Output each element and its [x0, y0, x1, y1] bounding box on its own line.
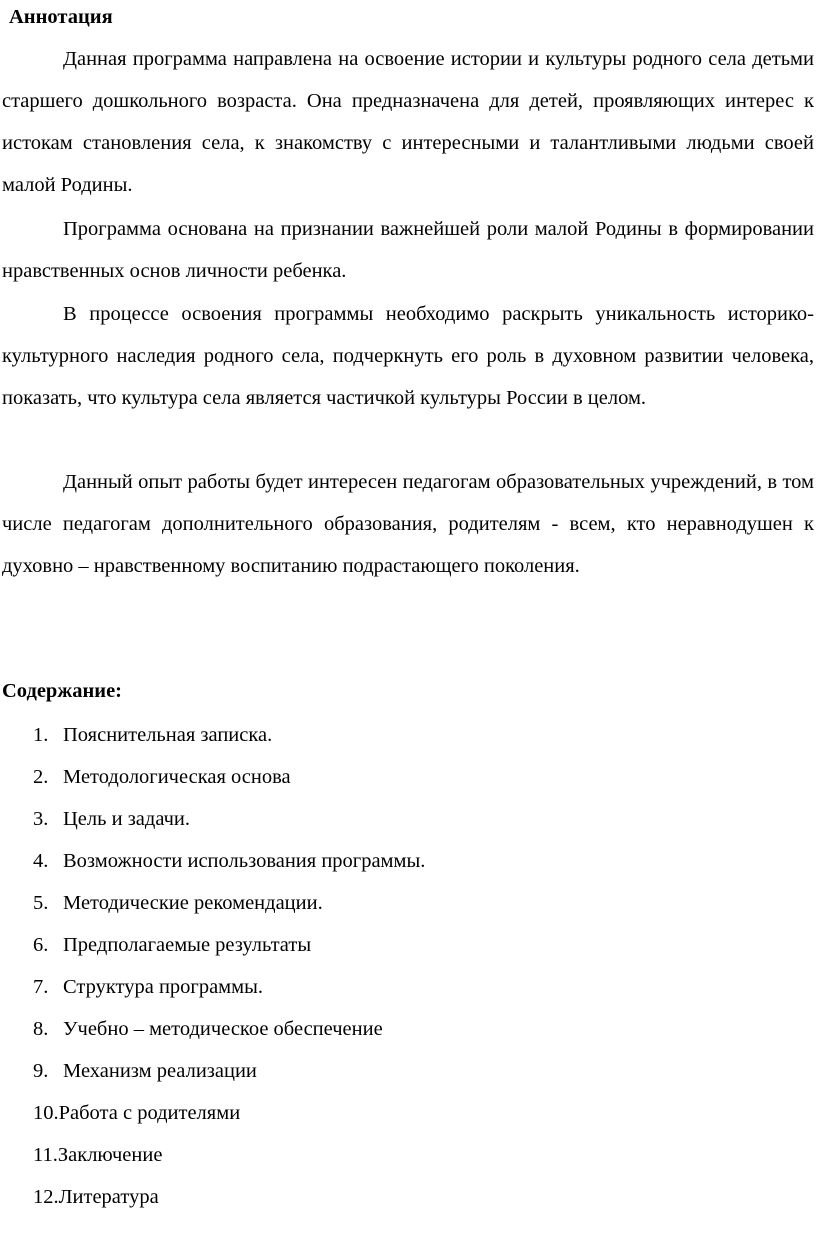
contents-item-text: Заключение — [57, 1144, 163, 1166]
contents-item-4 — [0, 840, 816, 882]
contents-item-text: Методические рекомендации. — [63, 892, 323, 914]
contents-item-2 — [0, 756, 816, 798]
contents-item-text: Пояснительная записка. — [63, 724, 273, 746]
contents-item-number: 2. — [33, 766, 49, 788]
contents-item-number: 11. — [33, 1144, 58, 1166]
contents-item-1 — [0, 714, 816, 756]
contents-item-number: 10. — [33, 1102, 59, 1124]
contents-item-number: 7. — [33, 976, 49, 998]
contents-item-number: 8. — [33, 1018, 49, 1040]
contents-item-8 — [0, 1008, 816, 1050]
contents-item-text: Литература — [58, 1186, 159, 1208]
contents-item-number: 1. — [33, 724, 49, 746]
contents-list — [0, 714, 816, 1218]
contents-item-number: 9. — [33, 1060, 49, 1082]
contents-item-text: Работа с родителями — [58, 1102, 241, 1124]
contents-item-text: Учебно – методическое обеспечение — [63, 1018, 383, 1040]
contents-item-number: 6. — [33, 934, 49, 956]
contents-item-10 — [0, 1092, 816, 1134]
contents-item-text: Механизм реализации — [63, 1060, 257, 1082]
contents-item-text: Структура программы. — [63, 976, 264, 998]
contents-item-text: Цель и задачи. — [63, 808, 191, 830]
contents-item-6 — [0, 924, 816, 966]
contents-title: Содержание: — [2, 680, 122, 702]
contents-item-text: Предполагаемые результаты — [63, 934, 312, 956]
contents-item-12 — [0, 1176, 816, 1218]
contents-item-11 — [0, 1134, 816, 1176]
annotation-paragraph-3: В процессе освоения программы необходимо раскрыть уникальность историко-культурного наследия родного села, подчеркнуть его роль в духовном развитии человека, показать, что культура села является частичкой культуры России в целом. — [2, 303, 814, 409]
contents-item-number: 3. — [33, 808, 49, 830]
contents-item-number: 12. — [33, 1186, 59, 1208]
contents-item-3 — [0, 798, 816, 840]
contents-item-5 — [0, 882, 816, 924]
contents-item-text: Возможности использования программы. — [63, 850, 426, 872]
contents-item-number: 4. — [33, 850, 49, 872]
annotation-paragraph-1: Данная программа направлена на освоение истории и культуры родного села детьми старшего дошкольного возраста. Она предназначена для детей, проявляющих интерес к истокам становления села, к знакомству с интересными и талантливыми людьми своей малой Родины. — [2, 48, 814, 196]
annotation-paragraph-4: Данный опыт работы будет интересен педагогам образовательных учреждений, в том числе педагогам дополнительного образования, родителям - всем, кто неравнодушен к духовно – нравственному воспитанию подрастающего поколения. — [2, 471, 814, 577]
contents-item-9 — [0, 1050, 816, 1092]
annotation-heading: Аннотация — [9, 6, 113, 28]
annotation-paragraph-2: Программа основана на признании важнейшей роли малой Родины в формировании нравственных основ личности ребенка. — [2, 218, 814, 282]
contents-item-text: Методологическая основа — [63, 766, 291, 788]
contents-item-7 — [0, 966, 816, 1008]
contents-item-number: 5. — [33, 892, 49, 914]
